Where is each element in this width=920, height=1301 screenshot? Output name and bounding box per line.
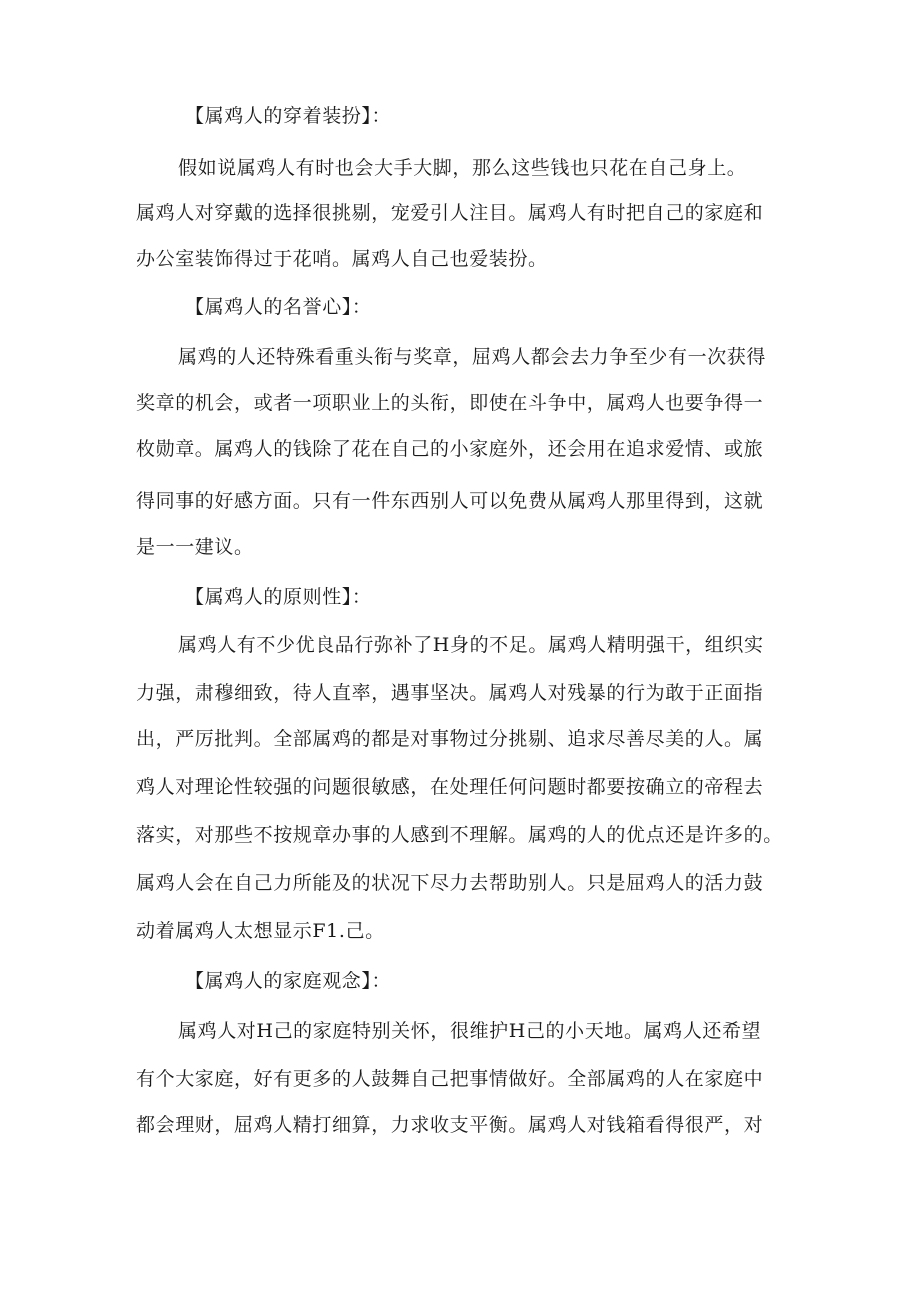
paragraph-line: 枚勋章。属鸡人的钱除了花在自己的小家庭外，还会用在追求爱情、或旅 [136,438,764,460]
section-heading-honor: 【属鸡人的名誉心】： [185,296,372,318]
paragraph-line: 出，严厉批判。全部属鸡的都是对事物过分挑剔、追求尽善尽美的人。属 [136,728,764,750]
paragraph-line: 奖章的机会，或者一项职业上的头衔，即使在斗争中，属鸡人也要争得一 [136,392,764,414]
section-heading-family: 【属鸡人的家庭观念】： [185,970,392,992]
paragraph-line: 力强，肃穆细致，待人直率，遇事坚决。属鸡人对残暴的行为敢于正面指 [136,682,764,704]
paragraph-line: 属鸡人对穿戴的选择很挑剔，宠爱引人注目。属鸡人有时把自己的家庭和 [136,202,764,224]
paragraph-line: 鸡人对理论性较强的问题很敏感，在处理任何问题时都要按确立的帝程去 [136,776,764,798]
paragraph-line: 是一一建议。 [136,536,254,558]
paragraph-line: 办公室装饰得过于花哨。属鸡人自己也爱装扮。 [136,248,548,270]
paragraph-line: 动着属鸡人太想显示F1.己。 [136,920,385,942]
paragraph-line: 假如说属鸡人有时也会大手大脚，那么这些钱也只花在自己身上。 [178,157,747,179]
paragraph-line: 属鸡人对H己的家庭特别关怀，很维护H己的小天地。属鸡人还希望 [178,1020,762,1042]
section-heading-principle: 【属鸡人的原则性】： [185,586,372,608]
paragraph-line: 属鸡的人还特殊看重头衔与奖章，屈鸡人都会去力争至少有一次获得 [178,346,767,368]
paragraph-line: 都会理财，屈鸡人精打细算，力求收支平衡。属鸡人对钱箱看得很严，对 [136,1114,764,1136]
paragraph-line: 落实，对那些不按规章办事的人感到不理解。属鸡的人的优点还是许多的。 [136,824,783,846]
paragraph-line: 有个大家庭，好有更多的人鼓舞自己把事情做好。全部属鸡的人在家庭中 [136,1068,764,1090]
section-heading-attire: 【属鸡人的穿着装扮】： [185,105,392,127]
paragraph-line: 属鸡人有不少优良品行弥补了H身的不足。属鸡人精明强干，组织实 [178,634,764,656]
paragraph-line: 得同事的好感方面。只有一件东西别人可以免费从属鸡人那里得到，这就 [136,490,764,512]
paragraph-line: 属鸡人会在自己力所能及的状况下尽力去帮助别人。只是屈鸡人的活力鼓 [136,872,764,894]
